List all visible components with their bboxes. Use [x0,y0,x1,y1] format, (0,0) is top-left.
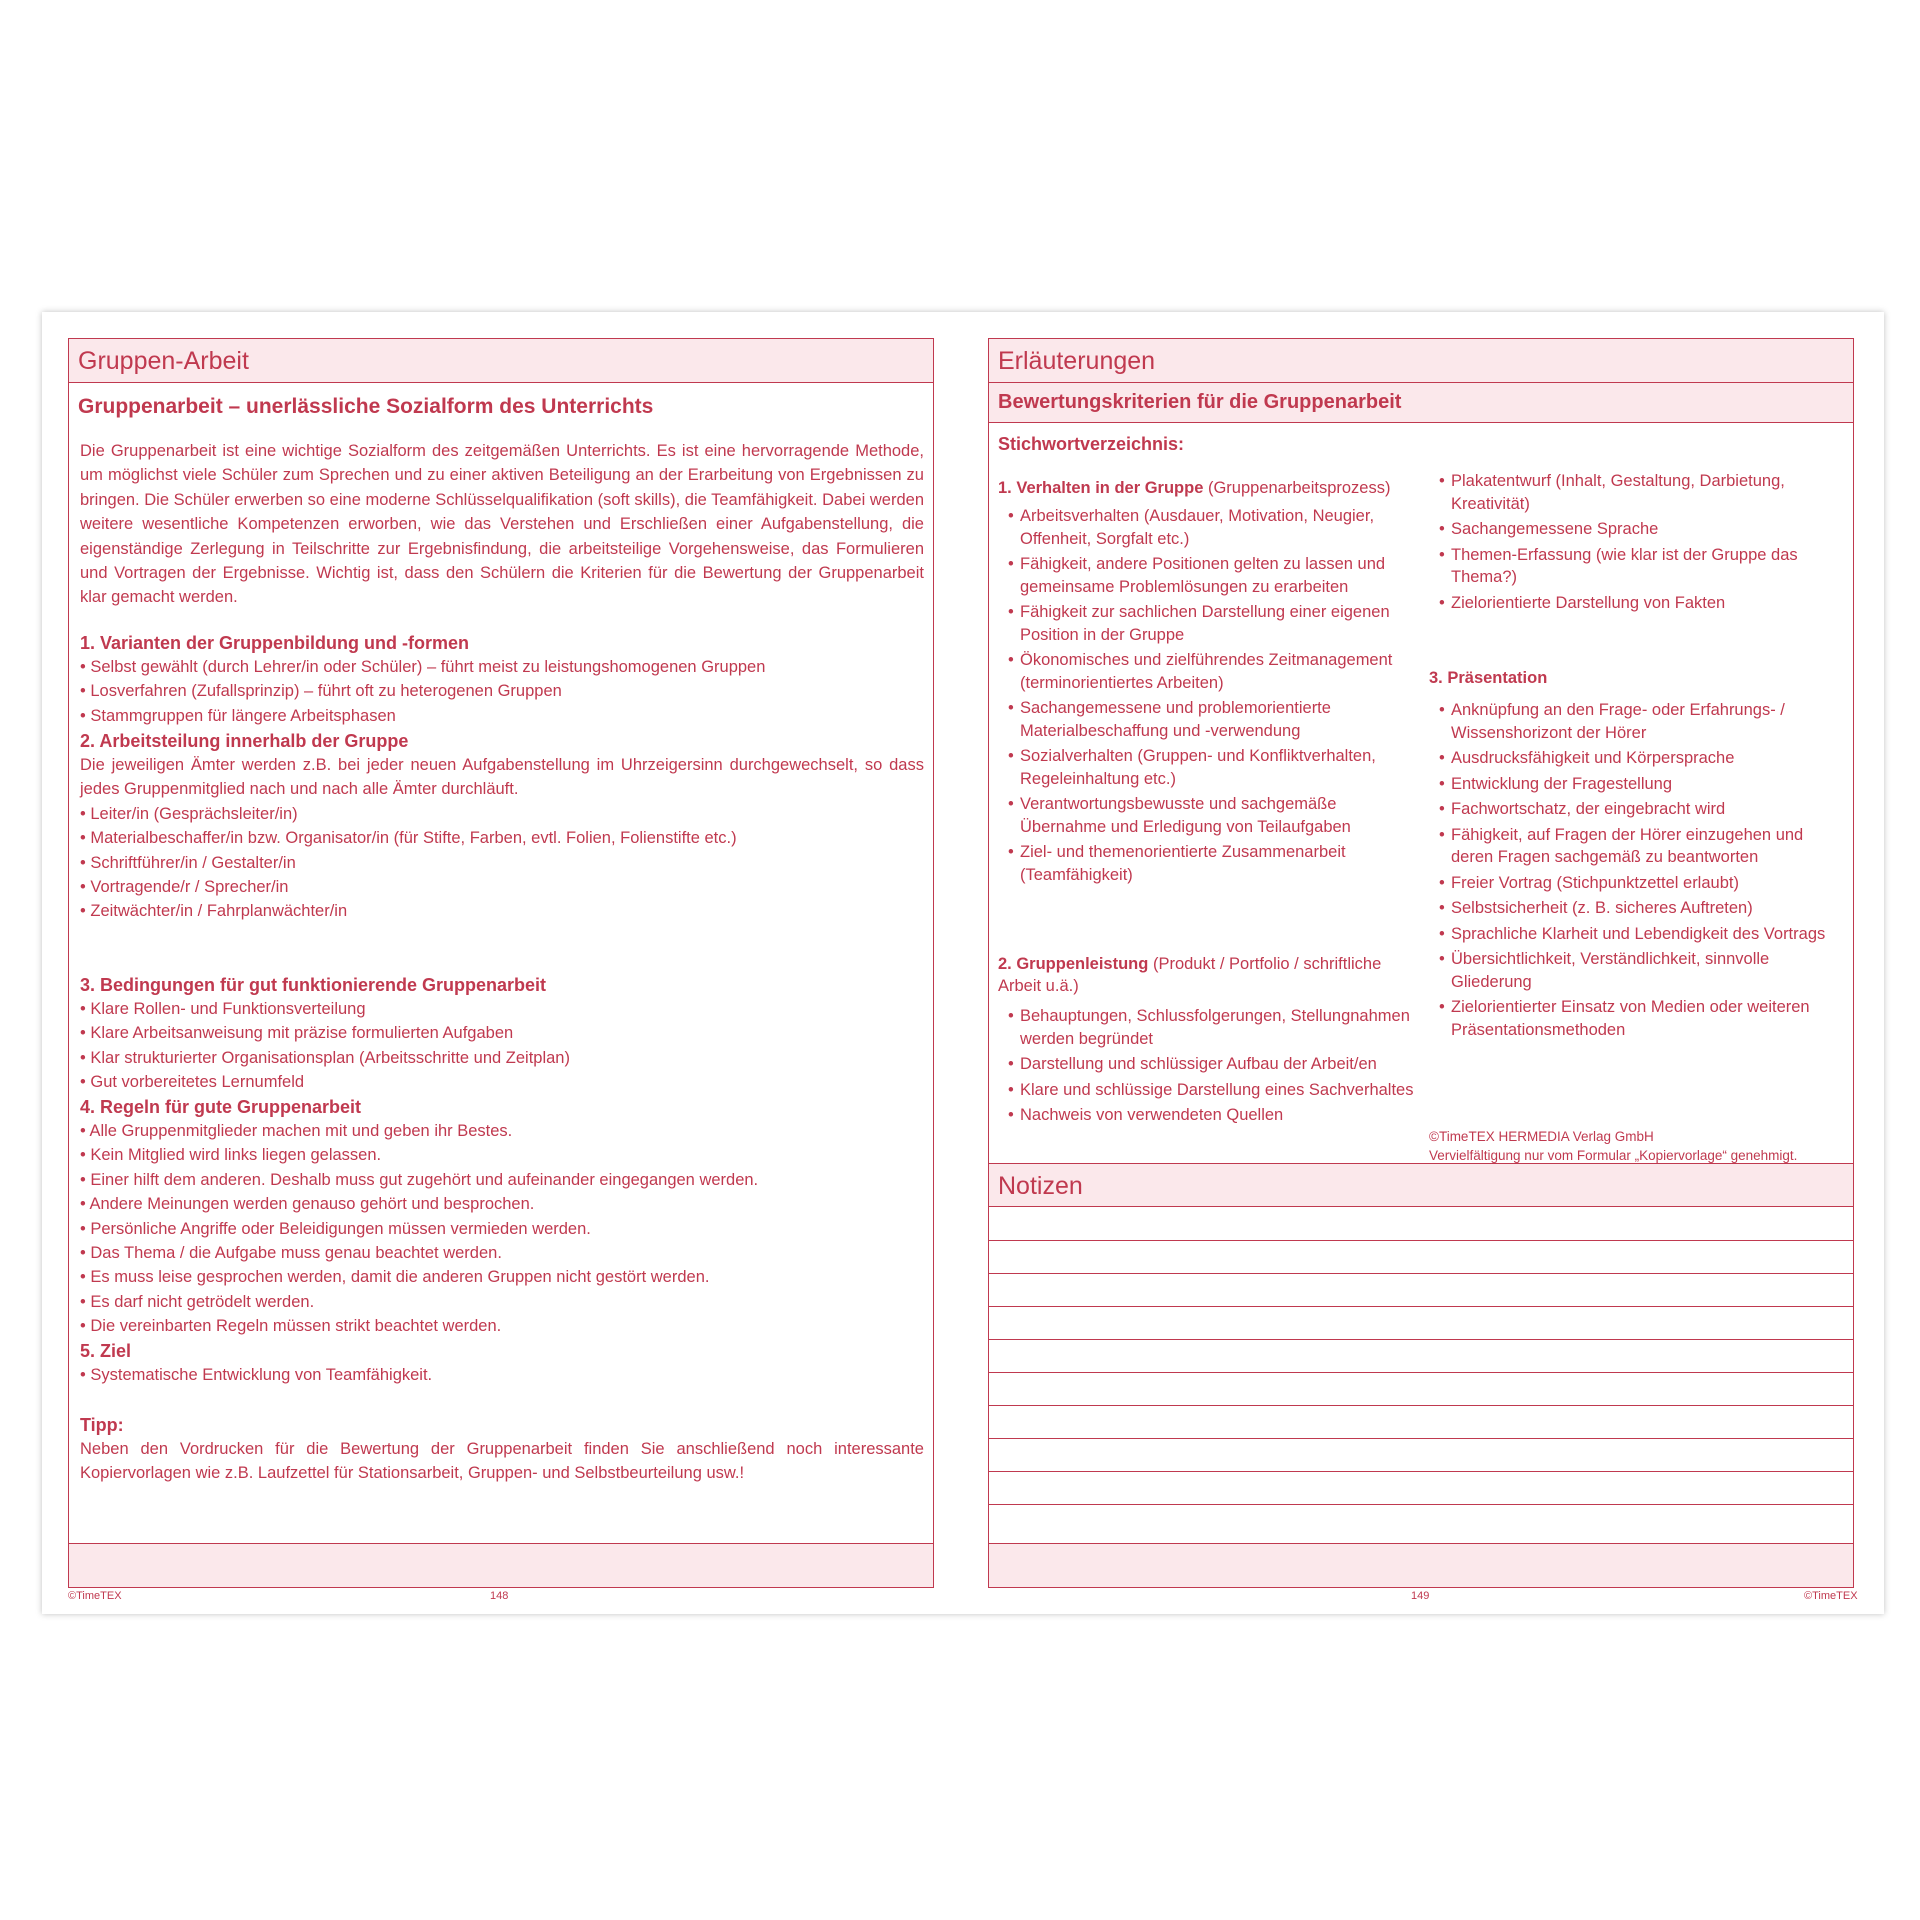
list-item: • Behauptungen, Schlussfolgerungen, Stellungnahmen werden begründet [998,1005,1418,1050]
list-item: • Freier Vortrag (Stichpunktzettel erlaubt) [1429,872,1839,895]
list-item: • Stammgruppen für längere Arbeitsphasen [80,706,396,725]
booklet-spread [42,312,1884,1614]
criteria-2 [998,953,1418,1130]
list-item: • Themen-Erfassung (wie klar ist der Gruppe das Thema?) [1429,544,1839,589]
section-2 [80,729,924,924]
list-item: • Anknüpfung an den Frage- oder Erfahrungs- / Wissenshorizont der Hörer [1429,699,1839,744]
footer-brand-left: ©TimeTEX [68,1590,122,1602]
footer-brand-right: ©TimeTEX [1804,1590,1858,1602]
section-1 [80,631,924,728]
list-item: • Übersichtlichkeit, Verständlichkeit, sinnvolle Gliederung [1429,948,1839,993]
list-item: • Das Thema / die Aufgabe muss genau beachtet werden. [80,1244,502,1263]
page-number-left: 148 [490,1590,509,1602]
list-item: • Es darf nicht getrödelt werden. [80,1292,315,1311]
page-header: Erläuterungen [989,339,1853,383]
note-line[interactable] [989,1405,1853,1406]
section-heading: 1. Varianten der Gruppenbildung und -formen [80,633,470,653]
list-item: • Fähigkeit zur sachlichen Darstellung einer eigenen Position in der Gruppe [998,601,1418,646]
list-item: • Zielorientierter Einsatz von Medien oder weiteren Präsentationsmethoden [1429,996,1839,1041]
list-item: • Ausdrucksfähigkeit und Körpersprache [1429,747,1839,770]
list-item: • Fachwortschatz, der eingebracht wird [1429,798,1839,821]
list-item: • Vortragende/r / Sprecher/in [80,878,289,897]
list-item: • Ziel- und themenorientierte Zusammenarbeit (Teamfähigkeit) [998,841,1418,886]
section-heading: 4. Regeln für gute Gruppenarbeit [80,1097,362,1117]
list-item: • Schriftführer/in / Gestalter/in [80,853,296,872]
list-item: • Darstellung und schlüssiger Aufbau der Arbeit/en [998,1053,1418,1076]
page-footer-band [989,1543,1853,1587]
section-5 [80,1339,924,1387]
list-item: • Losverfahren (Zufallsprinzip) – führt oft zu heterogenen Gruppen [80,682,562,701]
list-item: • Selbst gewählt (durch Lehrer/in oder Schüler) – führt meist zu leistungshomogenen Gruppen [80,658,766,676]
tip-text: Neben den Vordrucken für die Bewertung der Gruppenarbeit finden Sie anschließend noch interessante Kopiervorlagen wie z.B. Laufzettel für Stationsarbeit, Gruppen- und Selbstbeurteilung usw.! [80,1440,924,1483]
criteria-3 [1429,667,1839,1044]
list-item: • Einer hilft dem anderen. Deshalb muss gut zugehört und aufeinander eingegangen werden. [80,1170,759,1189]
copyright-note [1429,1127,1797,1165]
page-header: Gruppen-Arbeit [69,339,933,383]
tip-section [80,1413,924,1486]
list-item: • Persönliche Angriffe oder Beleidigungen müssen vermieden werden. [80,1219,591,1238]
note-line[interactable] [989,1339,1853,1340]
list-item: • Ökonomisches und zielführendes Zeitmanagement (terminorientiertes Arbeiten) [998,649,1418,694]
section-heading: 2. Arbeitsteilung innerhalb der Gruppe [80,731,409,751]
list-item: • Nachweis von verwendeten Quellen [998,1104,1418,1127]
section-heading: 3. Bedingungen für gut funktionierende Gruppenarbeit [80,975,547,995]
note-line[interactable] [989,1504,1853,1505]
section-4 [80,1095,924,1339]
right-page [988,338,1854,1588]
list-item: • Klare und schlüssige Darstellung eines Sachverhaltes [998,1079,1418,1102]
page-footer-band [69,1543,933,1587]
list-item: • Zeitwächter/in / Fahrplanwächter/in [80,902,348,921]
note-line[interactable] [989,1306,1853,1307]
list-item: • Andere Meinungen werden genauso gehört und besprochen. [80,1195,535,1214]
note-line[interactable] [989,1438,1853,1439]
list-item: • Es muss leise gesprochen werden, damit die anderen Gruppen nicht gestört werden. [80,1268,710,1287]
note-line[interactable] [989,1240,1853,1241]
criteria-2-continued [1429,470,1839,617]
list-item: • Sprachliche Klarheit und Lebendigkeit des Vortrags [1429,923,1839,946]
note-line[interactable] [989,1471,1853,1472]
note-line[interactable] [989,1273,1853,1274]
notes-header: Notizen [989,1163,1853,1207]
list-item: • Entwicklung der Fragestellung [1429,773,1839,796]
list-item: • Klare Rollen- und Funktionsverteilung [80,1000,366,1018]
list-item: • Gut vorbereitetes Lernumfeld [80,1073,305,1092]
criteria-heading: 3. Präsentation [1429,669,1548,687]
left-page [68,338,934,1588]
list-item: • Kein Mitglied wird links liegen gelassen. [80,1146,382,1165]
intro-text: Die Gruppenarbeit ist eine wichtige Sozialform des zeitgemäßen Unterrichts. Es ist eine hervorragende Methode, um möglichst viele Schüler zum Sprechen und zu einer aktiven Beteiligung an der Erarbeitung von Ergebnissen zu bringen. Die Schüler erwerben so eine moderne Schlüsselqualifikation (soft skills), die Teamfähigkeit. Dabei werden weitere wesentliche Kompetenzen erworben, wie das Verstehen und Erschließen einer Aufgabenstellung, die eigenständige Zerlegung in Teilschritte zur Ergebnisfindung, die arbeitsteilige Vorgehensweise, das Formulieren und Vortragen der Ergebnisse. Wichtig ist, dass den Schülern die Kriterien für die Bewertung der Gruppenarbeit klar gemacht werden. [80,442,924,607]
list-item: • Sachangemessene Sprache [1429,518,1839,541]
criteria-heading-note: (Gruppenarbeitsprozess) [1203,479,1391,497]
criteria-heading-note: (Produkt / Portfolio / schriftliche Arbeit u.ä.) [998,955,1382,995]
list-item: • Zielorientierte Darstellung von Fakten [1429,592,1839,615]
list-item: • Alle Gruppenmitglieder machen mit und geben ihr Bestes. [80,1122,513,1140]
page-title: Gruppenarbeit – unerlässliche Sozialform des Unterrichts [78,395,654,418]
list-item: • Systematische Entwicklung von Teamfähigkeit. [80,1366,433,1384]
list-item: • Sachangemessene und problemorientierte Materialbeschaffung und -verwendung [998,697,1418,742]
section-text: Die jeweiligen Ämter werden z.B. bei jeder neuen Aufgabenstellung im Uhrzeigersinn durchgewechselt, so dass jedes Gruppenmitglied nach und nach alle Ämter durchläuft. [80,756,924,799]
copyright-line: ©TimeTEX HERMEDIA Verlag GmbH [1429,1129,1654,1144]
list-item: • Fähigkeit, andere Positionen gelten zu lassen und gemeinsame Problemlösungen zu erarbeiten [998,553,1418,598]
list-item: • Klare Arbeitsanweisung mit präzise formulierten Aufgaben [80,1024,514,1043]
list-item: • Fähigkeit, auf Fragen der Hörer einzugehen und deren Fragen sachgemäß zu beantworten [1429,824,1839,869]
list-item: • Verantwortungsbewusste und sachgemäße Übernahme und Erledigung von Teilaufgaben [998,793,1418,838]
list-item: • Arbeitsverhalten (Ausdauer, Motivation, Neugier, Offenheit, Sorgfalt etc.) [998,505,1418,550]
criteria-heading: 2. Gruppenleistung [998,955,1149,973]
list-item: • Leiter/in (Gesprächsleiter/in) [80,804,298,823]
page-number-right: 149 [1411,1590,1430,1602]
note-line[interactable] [989,1372,1853,1373]
copyright-line: Vervielfältigung nur vom Formular „Kopiervorlage“ genehmigt. [1429,1148,1798,1163]
criteria-heading: 1. Verhalten in der Gruppe [998,479,1204,497]
list-item: • Die vereinbarten Regeln müssen strikt beachtet werden. [80,1317,502,1336]
tip-heading: Tipp: [80,1415,124,1435]
list-item: • Sozialverhalten (Gruppen- und Konfliktverhalten, Regeleinhaltung etc.) [998,745,1418,790]
index-title: Stichwortverzeichnis: [998,434,1185,454]
section-heading: 5. Ziel [80,1341,132,1361]
list-item: • Plakatentwurf (Inhalt, Gestaltung, Darbietung, Kreativität) [1429,470,1839,515]
page-subheader: Bewertungskriterien für die Gruppenarbeit [989,383,1853,423]
list-item: • Klar strukturierter Organisationsplan (Arbeitsschritte und Zeitplan) [80,1048,570,1067]
list-item: • Materialbeschaffer/in bzw. Organisator/in (für Stifte, Farben, evtl. Folien, Folienstifte etc.) [80,829,737,848]
section-3 [80,973,924,1095]
criteria-1 [998,477,1418,889]
list-item: • Selbstsicherheit (z. B. sicheres Auftreten) [1429,897,1839,920]
